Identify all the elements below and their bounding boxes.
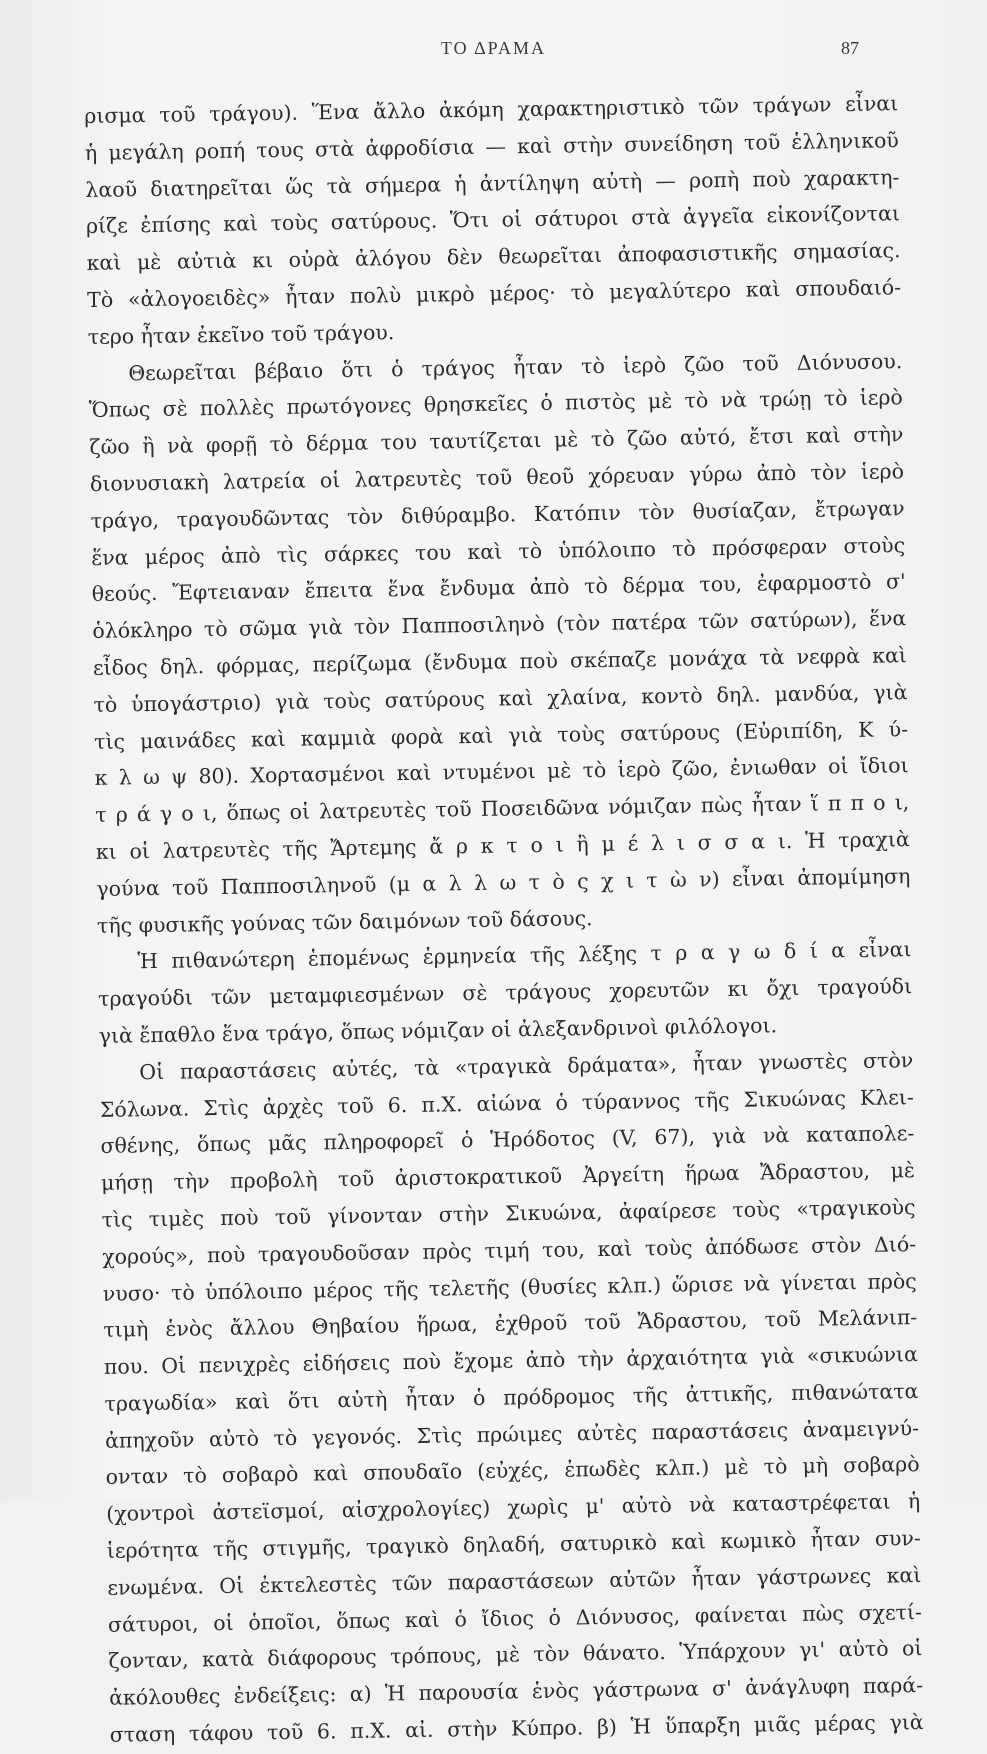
text-line: τὶς τιμὲς ποὺ τοῦ γίνονταν στὴν Σικυώνα, ἀφαίρεσε τοὺς «τραγικοὺς (101, 1194, 916, 1232)
running-head (0, 38, 987, 62)
text-line: τερο ἦταν ἐκεῖνο τοῦ τράγου. (87, 319, 395, 349)
text-line: Ἡ πιθανώτερη ἑπομένως ἑρμηνεία τῆς λέξης τ ρ α γ ω δ ί α εἶναι (137, 937, 912, 974)
text-line: ρίζε ἐπίσης καὶ τοὺς σατύρους. Ὅτι οἱ σάτυροι στὰ ἀγγεῖα εἰκονίζονται (85, 201, 901, 239)
text-line: Οἱ παραστάσεις αὐτές, τὰ «τραγικὰ δράματα», ἦταν γνωστὲς στὸν (139, 1047, 914, 1084)
text-line: κ λ ω ψ 80). Χορτασμένοι καὶ ντυμένοι μὲ τὸ ἱερὸ ζῶο, ἐνιωθαν οἱ ἴδιοι (94, 753, 909, 791)
page-number: 87 (841, 38, 859, 58)
text-line: ὁλόκληρο τὸ σῶμα γιὰ τὸν Παπποσιληνὸ (τὸν πατέρα τῶν σατύρων), ἕνα (92, 606, 907, 644)
text-line: διονυσιακὴ λατρεία οἱ λατρευτὲς τοῦ θεοῦ χόρευαν γύρω ἀπὸ τὸν ἱερὸ (89, 459, 905, 496)
text-line: σθένης, ὅπως μᾶς πληροφορεῖ ὁ Ἡρόδοτος (V, 67), γιὰ νὰ καταπολε- (100, 1121, 915, 1159)
text-line: τῆς φυσικῆς γούνας τῶν δαιμόνων τοῦ δάσους. (96, 905, 593, 938)
text-line: μήσῃ τὴν προβολὴ τοῦ ἀριστοκρατικοῦ Ἀργείτη ἥρωα Ἄδραστου, μὲ (100, 1158, 916, 1195)
text-line: καὶ μὲ αὐτιὰ κι οὐρὰ ἀλόγου δὲν θεωρεῖται ἀποφασιστικῆς σημασίας. (86, 238, 901, 276)
text-line: ενωμένα. Οἱ ἐκτελεστὲς τῶν παραστάσεων αὐτῶν ἦταν γάστρωνες καὶ (107, 1562, 922, 1600)
text-line: τιμὴ ἑνὸς ἄλλου Θηβαίου ἥρωα, ἐχθροῦ τοῦ Ἄδραστου, τοῦ Μελάνιπ- (103, 1305, 918, 1343)
text-line: σταση τάφου τοῦ 6. π.Χ. αἰ. στὴν Κύπρο. β) Ἡ ὕπαρξη μιᾶς μέρας γιὰ (109, 1710, 924, 1747)
text-line: τὶς μαινάδες καὶ καμμιὰ φορὰ καὶ γιὰ τοὺς σατύρους (Εὐριπίδη, Κ ύ- (93, 716, 909, 754)
text-line: (χοντροὶ ἀστεϊσμοί, αἰσχρολογίες) χωρὶς μ' αὐτὸ νὰ καταστρέφεται ἡ (106, 1489, 921, 1527)
text-line: ἡ μεγάλη ροπή τους στὰ ἀφροδίσια — καὶ στὴν συνείδηση τοῦ ἑλληνικοῦ (84, 128, 899, 165)
text-line: λαοῦ διατηρεῖται ὥς τὰ σήμερα ἡ ἀντίληψη αὐτὴ — ροπὴ ποὺ χαρακτη- (85, 164, 900, 202)
text-line: θεούς. Ἔφτειαναν ἔπειτα ἕνα ἔνδυμα ἀπὸ τὸ δέρμα του, ἐφαρμοστὸ σ' (91, 569, 906, 607)
text-line: τραγωδία» καὶ ὅτι αὐτὴ ἦταν ὁ πρόδρομος τῆς ἀττικῆς, πιθανώτατα (104, 1378, 919, 1416)
text-line: τραγούδι τῶν μεταμφιεσμένων σὲ τράγους χορευτῶν κι ὄχι τραγούδι (97, 974, 913, 1012)
text-line: Τὸ «ἀλογοειδὲς» ἦταν πολὺ μικρὸ μέρος· τὸ μεγαλύτερο καὶ σπουδαιό- (86, 275, 902, 312)
text-line: που. Οἱ πενιχρὲς εἰδήσεις ποὺ ἔχομε ἀπὸ τὴν ἀρχαιότητα γιὰ «σικυώνια (103, 1342, 919, 1379)
text-line: τὸ ὑπογάστριο) γιὰ τοὺς σατύρους καὶ χλαίνα, κοντὸ δηλ. μανδύα, γιὰ (93, 679, 908, 717)
text-line: χορούς», ποὺ τραγουδοῦσαν πρὸς τιμή του, καὶ τοὺς ἀπόδωσε στὸν Διό- (102, 1231, 917, 1269)
text-line: ρισμα τοῦ τράγου). Ἕνα ἄλλο ἀκόμη χαρακτηριστικὸ τῶν τράγων εἶναι (84, 91, 899, 128)
text-line: ζῶο ἢ νὰ φορῇ τὸ δέρμα του ταυτίζεται μὲ τὸ ζῶο αὐτό, ἔτσι καὶ στὴν (89, 422, 904, 460)
text-line: ἕνα μέρος ἀπὸ τὶς σάρκες του καὶ τὸ ὑπόλοιπο τὸ πρόσφεραν στοὺς (91, 532, 906, 570)
text-line: Θεωρεῖται βέβαιο ὅτι ὁ τράγος ἦταν τὸ ἱερὸ ζῶο τοῦ Διόνυσου. (128, 348, 903, 385)
text-line: γιὰ ἔπαθλο ἕνα τράγο, ὅπως νόμιζαν οἱ ἀλεξανδρινοὶ φιλόλογοι. (98, 1013, 778, 1048)
text-line: ἱερότητα τῆς στιγμῆς, τραγικὸ δηλαδή, σατυρικὸ καὶ κωμικὸ ἦταν συν- (106, 1526, 921, 1563)
text-line: ἀπηχοῦν αὐτὸ τὸ γεγονός. Στὶς πρώιμες αὐτὲς παραστάσεις ἀναμειγνύ- (104, 1415, 920, 1453)
text-line: κι οἱ λατρευτὲς τῆς Ἄρτεμης ἄ ρ κ τ ο ι ἢ μ έ λ ι σ σ α ι. Ἡ τραχιὰ (95, 827, 910, 864)
text-line: Σόλωνα. Στὶς ἀρχὲς τοῦ 6. π.Χ. αἰώνα ὁ τύραννος τῆς Σικυώνας Κλει- (99, 1084, 914, 1122)
text-line: τράγο, τραγουδῶντας τὸν διθύραμβο. Κατόπιν τὸν θυσίαζαν, ἔτρωγαν (90, 495, 905, 533)
text-line: γούνα τοῦ Παπποσιληνοῦ (μ α λ λ ω τ ὸ ς χ ι τ ὼ ν) εἶναι ἀπομίμηση (96, 863, 911, 901)
text-line: Ὅπως σὲ πολλὲς πρωτόγονες θρησκεῖες ὁ πιστὸς μὲ τὸ νὰ τρώῃ τὸ ἱερὸ (88, 385, 903, 423)
text-line: νυσο· τὸ ὑπόλοιπο μέρος τῆς τελετῆς (θυσίες κλπ.) ὥρισε νὰ γίνεται πρὸς (102, 1268, 917, 1306)
text-line: σάτυροι, οἱ ὁποῖοι, ὅπως καὶ ὁ ἴδιος ὁ Διόνυσος, φαίνεται πὼς σχετί- (107, 1599, 923, 1637)
text-line: εἶδος δηλ. φόρμας, περίζωμα (ἔνδυμα ποὺ σκέπαζε μονάχα τὰ νεφρὰ καὶ (92, 643, 908, 680)
text-line: τ ρ ά γ ο ι, ὅπως οἱ λατρευτὲς τοῦ Ποσειδῶνα νόμιζαν πὼς ἦταν ἵ π π ο ι, (95, 790, 910, 828)
text-line: ονταν τὸ σοβαρὸ καὶ σπουδαῖο (εὐχές, ἐπωδὲς κλπ.) μὲ τὸ μὴ σοβαρὸ (105, 1452, 920, 1490)
text-line: ζονταν, κατὰ διάφορους τρόπους, μὲ τὸν θάνατο. Ὑπάρχουν γι' αὐτὸ οἱ (108, 1636, 923, 1674)
running-title: ΤΟ ΔΡΑΜΑ (440, 38, 547, 58)
body-text (84, 85, 924, 1753)
text-line: ἀκόλουθες ἐνδείξεις: α) Ἡ παρουσία ἑνὸς γάστρωνα σ' ἀνάγλυφη παρά- (108, 1673, 924, 1711)
